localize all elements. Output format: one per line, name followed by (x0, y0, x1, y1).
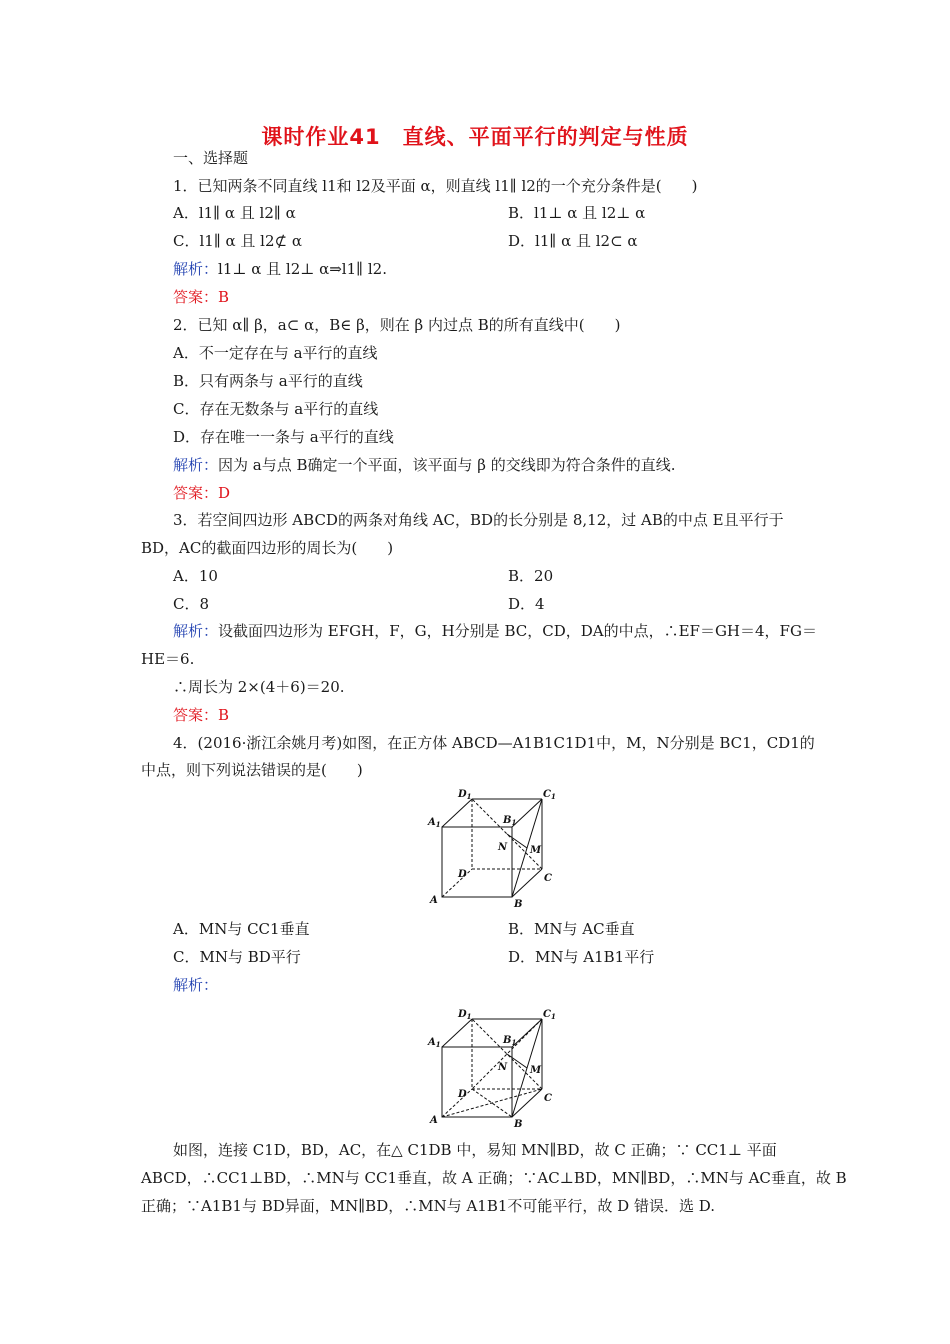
label-a1: $A_1$ (428, 817, 441, 829)
q1-option-b: B．l1⊥ α 且 l2⊥ α (508, 204, 646, 222)
analysis-label: 解析： (173, 622, 219, 640)
q4-explanation-line2: ABCD，∴CC1⊥BD，∴MN与 CC1垂直，故 A 正确；∵AC⊥BD，MN∥BD，∴MN与 AC垂直，故 B (141, 1169, 847, 1187)
label-a: A (430, 895, 438, 906)
q3-stem-line1: 3．若空间四边形 ABCD的两条对角线 AC，BD的长分别是 8,12，过 AB的中点 E且平行于 (173, 511, 784, 529)
q3-analysis-line2: HE＝6. (141, 650, 195, 668)
label-c1: $C_1$ (543, 1009, 556, 1021)
label-n: N (498, 1062, 508, 1073)
cube-figure-1 (425, 787, 560, 909)
label-m: M (530, 845, 542, 856)
q4-explanation-line1: 如图，连接 C1D，BD，AC，在△ C1DB 中，易知 MN∥BD，故 C 正确；∵ CC1⊥ 平面 (173, 1141, 777, 1159)
q4-option-c: C．MN与 BD平行 (173, 948, 301, 966)
label-d1: $D_1$ (458, 1009, 472, 1021)
q1-analysis (173, 259, 387, 279)
q2-option-c: C．存在无数条与 a平行的直线 (173, 400, 379, 418)
section-heading: 一、选择题 (173, 149, 249, 167)
label-b1: $B_1$ (503, 1035, 517, 1047)
q2-option-b: B．只有两条与 a平行的直线 (173, 372, 363, 390)
q3-option-a: A．10 (173, 567, 218, 585)
label-c: C (544, 1093, 552, 1104)
q2-answer: 答案：D (173, 484, 231, 502)
q3-analysis-line1 (173, 621, 817, 641)
q2-option-a: A．不一定存在与 a平行的直线 (173, 344, 378, 362)
label-c: C (544, 873, 552, 884)
label-b: B (514, 1119, 523, 1129)
q4-option-a: A．MN与 CC1垂直 (173, 920, 310, 938)
q3-option-c: C．8 (173, 595, 210, 613)
q2-option-d: D．存在唯一一条与 a平行的直线 (173, 428, 394, 446)
analysis-label: 解析： (173, 260, 219, 278)
cube-front-face (442, 1047, 512, 1117)
label-m: M (530, 1065, 542, 1076)
label-n: N (498, 842, 508, 853)
q3-option-d: D．4 (508, 595, 545, 613)
q3-answer: 答案：B (173, 706, 230, 724)
q4-stem-line2: 中点，则下列说法错误的是( ) (141, 761, 363, 779)
analysis-text: 设截面四边形为 EFGH，F，G，H分别是 BC，CD，DA的中点，∴EF＝GH＝4，FG＝ (218, 622, 817, 640)
q1-answer: 答案：B (173, 288, 230, 306)
q3-option-b: B．20 (508, 567, 554, 585)
q2-analysis (173, 455, 676, 475)
label-a1: $A_1$ (428, 1037, 441, 1049)
q4-option-b: B．MN与 AC垂直 (508, 920, 635, 938)
q3-stem-line2: BD，AC的截面四边形的周长为( ) (141, 539, 394, 557)
label-d: D (458, 869, 467, 880)
q1-option-a: A．l1∥ α 且 l2∥ α (173, 204, 296, 222)
q4-analysis-label: 解析： (173, 976, 219, 994)
analysis-label: 解析： (173, 456, 219, 474)
label-d: D (458, 1089, 467, 1100)
cube-front-face (442, 827, 512, 897)
analysis-text: l1⊥ α 且 l2⊥ α⇒l1∥ l2. (218, 260, 387, 278)
analysis-text: 因为 a与点 B确定一个平面，该平面与 β 的交线即为符合条件的直线. (218, 456, 676, 474)
cube-figure-2 (425, 1007, 560, 1129)
q1-option-d: D．l1∥ α 且 l2⊂ α (508, 232, 638, 250)
label-c1: $C_1$ (543, 789, 556, 801)
label-b: B (514, 899, 523, 909)
q3-analysis-line3: ∴周长为 2×(4＋6)＝20. (173, 678, 345, 696)
page-title: 课时作业41 直线、平面平行的判定与性质 (261, 125, 689, 149)
q4-stem-line1: 4．(2016·浙江余姚月考)如图，在正方体 ABCD—A1B1C1D1中，M，N分别是 BC1，CD1的 (173, 734, 815, 752)
q2-stem: 2．已知 α∥ β，a⊂ α，B∈ β，则在 β 内过点 B的所有直线中( ) (173, 316, 621, 334)
q1-option-c: C．l1∥ α 且 l2⊄ α (173, 232, 302, 250)
q4-explanation-line3: 正确；∵A1B1与 BD异面，MN∥BD，∴MN与 A1B1不可能平行，故 D 错误．选 D. (141, 1197, 716, 1215)
label-a: A (430, 1115, 438, 1126)
label-d1: $D_1$ (458, 789, 472, 801)
label-b1: $B_1$ (503, 815, 517, 827)
q4-option-d: D．MN与 A1B1平行 (508, 948, 655, 966)
q1-stem: 1．已知两条不同直线 l1和 l2及平面 α，则直线 l1∥ l2的一个充分条件是( ) (173, 177, 698, 195)
